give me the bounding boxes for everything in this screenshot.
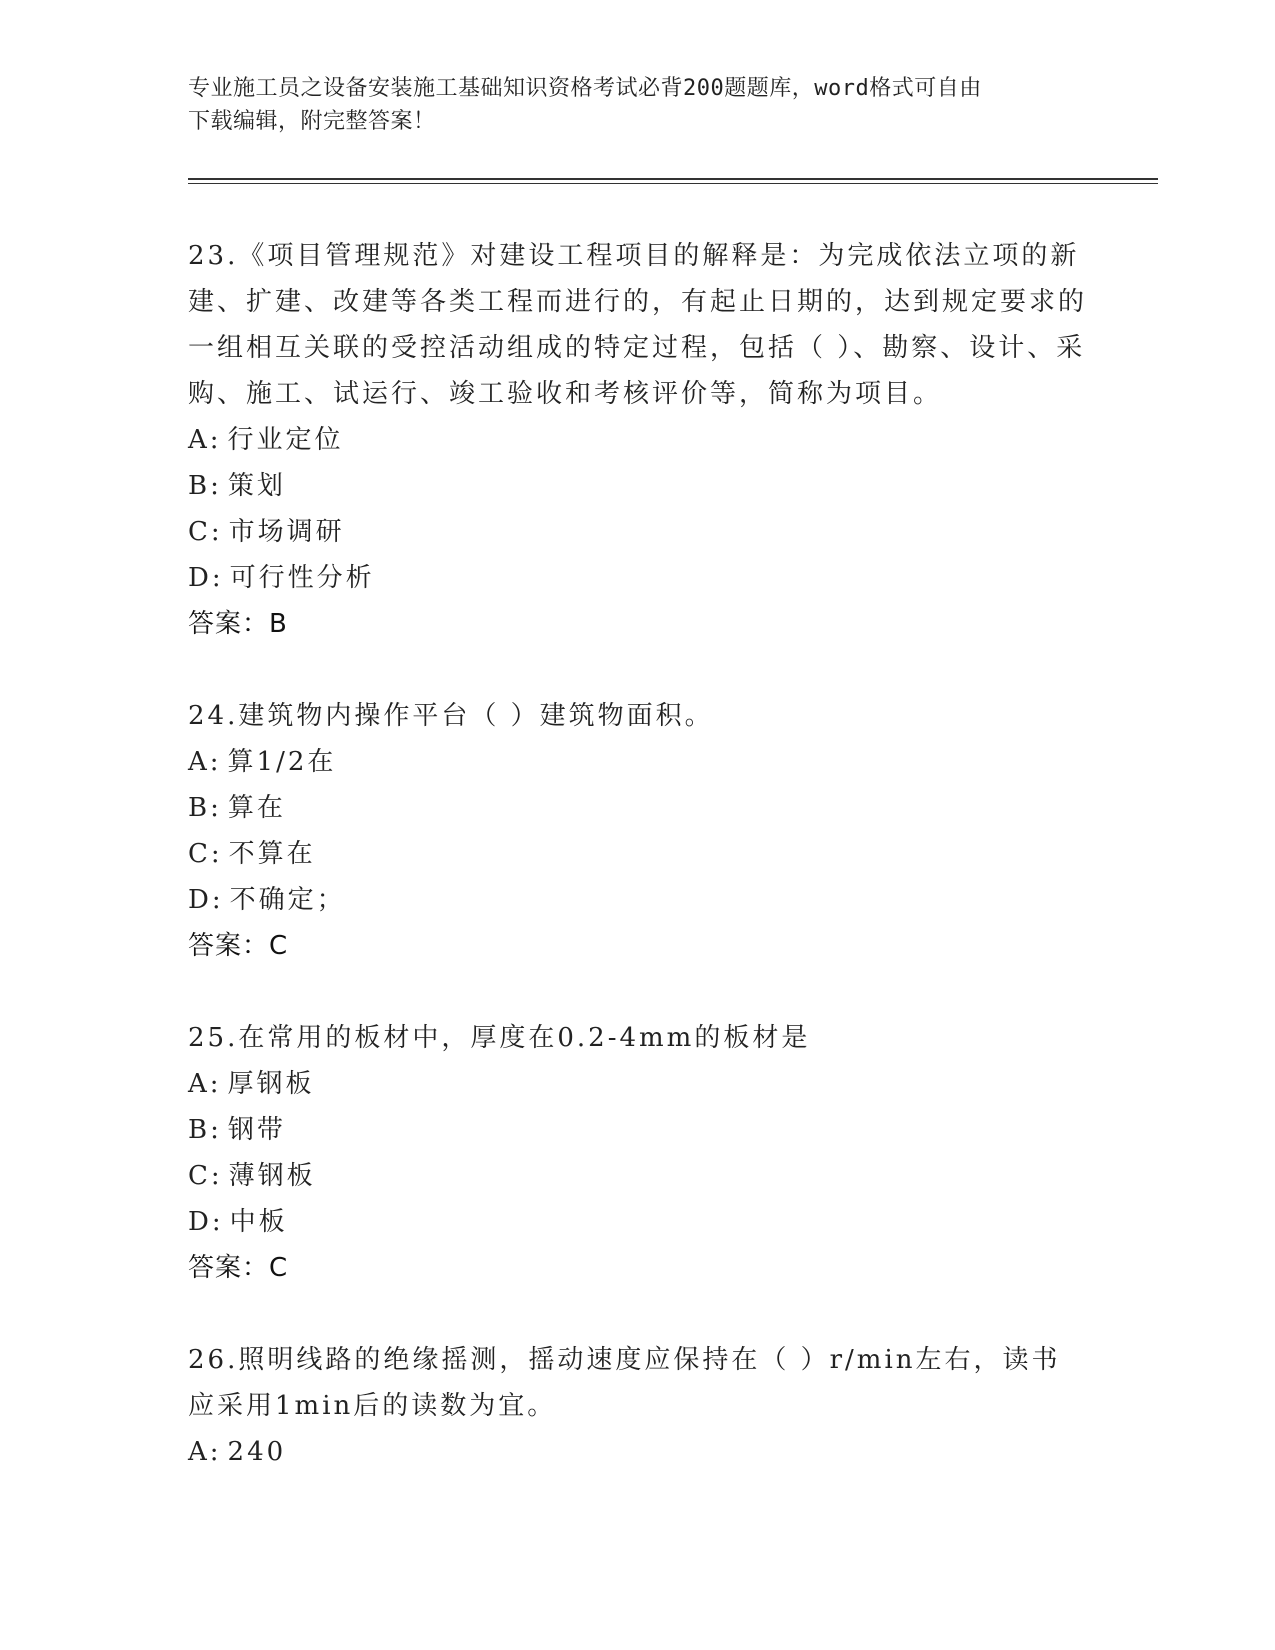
answer-line: 答案：C: [188, 931, 289, 961]
option-key: A:: [188, 1437, 222, 1467]
header-divider-thin: [188, 183, 1158, 184]
option-text: 中板: [229, 1207, 288, 1237]
question-26: [188, 1337, 1088, 1475]
option-d: [188, 877, 1088, 923]
answer-line: 答案：B: [188, 609, 288, 639]
option-a: [188, 1429, 1088, 1475]
option-b: [188, 463, 1088, 509]
option-key: B:: [188, 793, 222, 823]
option-a: [188, 417, 1088, 463]
option-text: 行业定位: [227, 425, 344, 455]
option-text: 市场调研: [228, 517, 345, 547]
question-stem: 23.《项目管理规范》对建设工程项目的解释是：为完成依法立项的新建、扩建、改建等各类工程而进行的，有起止日期的，达到规定要求的一组相互关联的受控活动组成的特定过程，包括（ ）、勘察、设计、采购、施工、试运行、竣工验收和考核评价等，简称为项目。: [188, 241, 1088, 409]
option-text: 可行性分析: [229, 563, 375, 593]
option-key: A:: [188, 747, 222, 777]
option-text: 钢带: [227, 1115, 286, 1145]
option-text: 算在: [227, 793, 286, 823]
option-key: C:: [188, 839, 223, 869]
option-key: D:: [188, 885, 224, 915]
option-key: C:: [188, 1161, 223, 1191]
question-24: [188, 693, 1088, 969]
header-divider-thick: [188, 178, 1158, 180]
option-c: [188, 831, 1088, 877]
answer-line: 答案：C: [188, 1253, 289, 1283]
option-d: [188, 555, 1088, 601]
header-line-2: 下载编辑，附完整答案！: [188, 109, 436, 134]
option-text: 不确定；: [229, 885, 346, 915]
option-text: 策划: [227, 471, 286, 501]
option-key: A:: [188, 425, 222, 455]
option-key: A:: [188, 1069, 222, 1099]
question-23: [188, 233, 1088, 647]
option-a: [188, 739, 1088, 785]
option-key: B:: [188, 1115, 222, 1145]
question-stem: 25.在常用的板材中，厚度在0.2-4mm的板材是: [188, 1023, 811, 1053]
question-25: [188, 1015, 1088, 1291]
option-key: D:: [188, 1207, 224, 1237]
question-list: [188, 233, 1088, 1475]
option-text: 算1/2在: [227, 747, 337, 777]
option-text: 不算在: [228, 839, 316, 869]
question-stem: 24.建筑物内操作平台（ ）建筑物面积。: [188, 701, 714, 731]
header-line-1: 专业施工员之设备安装施工基础知识资格考试必背200题题库，word格式可自由: [188, 76, 982, 101]
question-stem: 26.照明线路的绝缘摇测，摇动速度应保持在（ ）r/min左右，读书应采用1min后的读数为宜。: [188, 1345, 1061, 1421]
option-key: B:: [188, 471, 222, 501]
option-d: [188, 1199, 1088, 1245]
option-b: [188, 785, 1088, 831]
option-c: [188, 509, 1088, 555]
option-key: C:: [188, 517, 223, 547]
option-text: 240: [227, 1437, 287, 1467]
option-a: [188, 1061, 1088, 1107]
option-text: 厚钢板: [227, 1069, 315, 1099]
option-text: 薄钢板: [228, 1161, 316, 1191]
option-key: D:: [188, 563, 224, 593]
option-b: [188, 1107, 1088, 1153]
option-c: [188, 1153, 1088, 1199]
document-header: [188, 72, 1088, 138]
